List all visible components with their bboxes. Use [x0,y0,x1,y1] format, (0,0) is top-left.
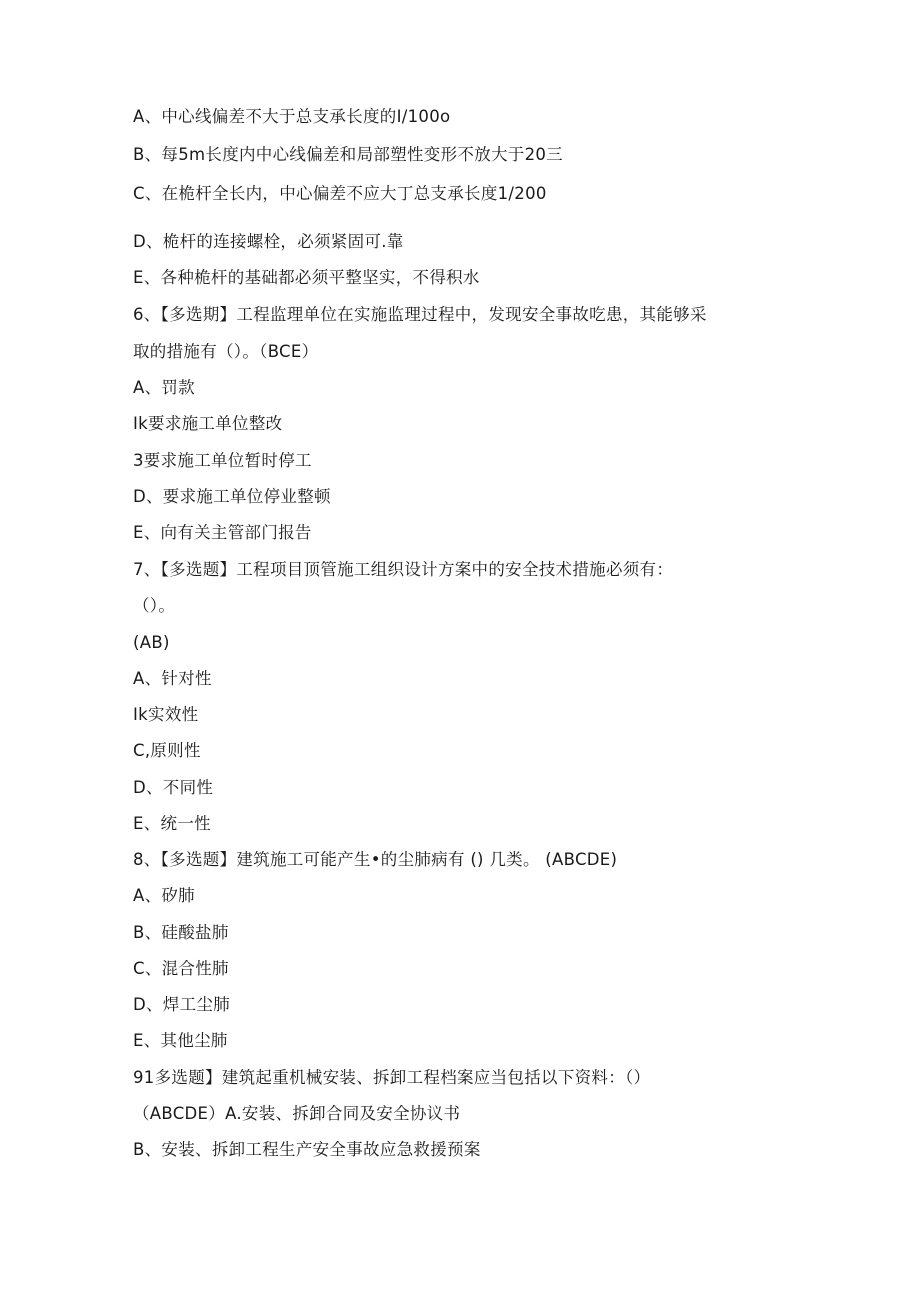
q7-option-d: D、不同性 [133,778,214,797]
q8-option-e: E、其他尘肺 [133,1031,228,1050]
q7-option-e: E、统一性 [133,814,211,833]
option-a-line: A、中心线偏差不大于总支承长度的I/100o [133,107,451,126]
q6-option-c: 3要求施工单位暂时停工 [133,451,312,470]
q7-option-c: C,原则性 [133,741,201,760]
question-9-line-2: （ABCDE）A.安装、拆卸合同及安全协议书 [133,1104,461,1123]
q6-option-e: E、向有关主管部门报告 [133,523,312,542]
question-6-line-1: 6、【多选期】工程监理单位在实施监理过程中，发现安全事故吃患，其能够采 [133,305,707,324]
option-e-line: E、各种桅杆的基础都必须平整坚实，不得积水 [133,268,480,287]
question-8-line: 8、【多选题】建筑施工可能产生•的尘肺病有 () 几类。 (ABCDE) [133,850,618,869]
question-6-line-2: 取的措施有（）。（BCE） [133,342,319,361]
option-b-line: B、每5m长度内中心线偏差和局部塑性变形不放大于20三 [133,145,563,164]
q6-option-a: A、罚款 [133,378,195,397]
q6-option-d: D、要求施工单位停业整顿 [133,487,331,506]
q9-option-b: B、安装、拆卸工程生产安全事故应急救援预案 [133,1140,481,1159]
q8-option-a: A、矽肺 [133,886,195,905]
q7-option-b: Ik实效性 [133,705,199,724]
q7-option-a: A、针对性 [133,669,212,688]
question-9-line-1: 91多选题】建筑起重机械安装、拆卸工程档案应当包括以下资料：（） [133,1068,651,1087]
q6-option-b: Ik要求施工单位整改 [133,414,283,433]
q8-option-b: B、硅酸盐肺 [133,923,229,942]
question-7-answer: (AB) [133,633,170,652]
question-7-line-1: 7、【多选题】工程项目顶管施工组织设计方案中的安全技术措施必须有： [133,560,674,579]
option-c-line: C、在桅杆全长内，中心偏差不应大丁总支承长度1/200 [133,184,547,203]
q8-option-d: D、焊工尘肺 [133,995,231,1014]
option-d-line: D、桅杆的连接螺栓，必须紧固可.靠 [133,232,404,251]
q8-option-c: C、混合性肺 [133,959,229,978]
question-7-line-2: （）。 [133,596,176,615]
